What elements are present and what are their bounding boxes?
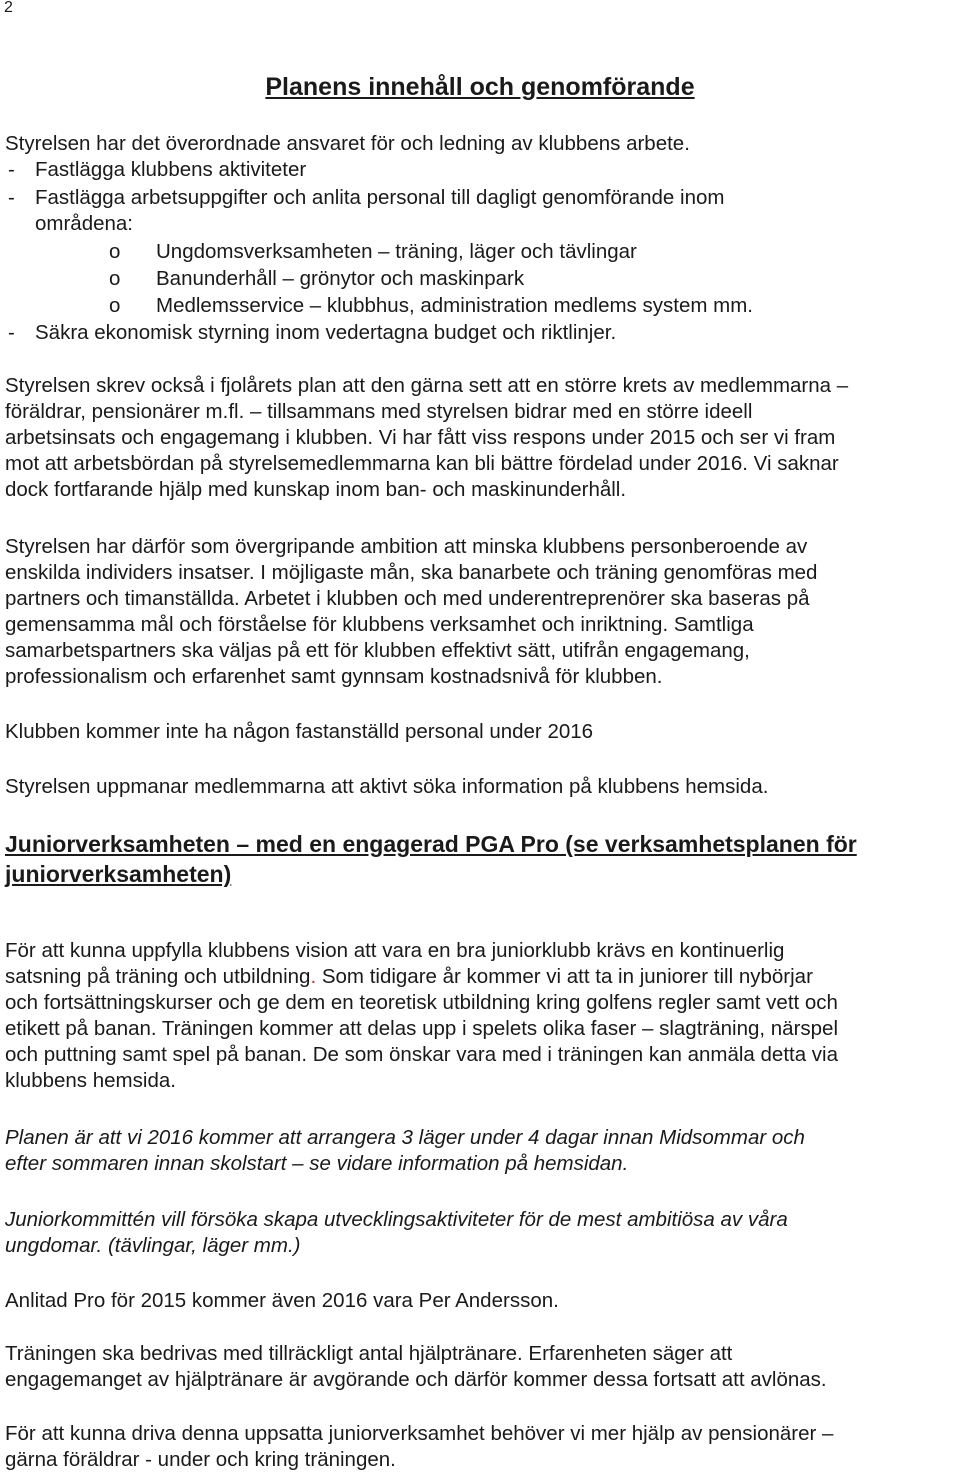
text-line: gemensamma mål och förståelse för klubbens verksamhet och inriktning. Samtliga: [5, 613, 754, 636]
text-line: Styrelsen har därför som övergripande ambition att minska klubbens personberoende av: [5, 535, 808, 558]
text-segment: satsning på träning och utbildning: [5, 965, 311, 988]
bullet-marker: o: [109, 240, 121, 263]
text-line: För att kunna driva denna uppsatta juniorverksamhet behöver vi mer hjälp av pensionärer –: [5, 1422, 834, 1445]
text-line: Planen är att vi 2016 kommer att arrangera 3 läger under 4 dagar innan Midsommar och: [5, 1126, 805, 1149]
list-item-text: Fastlägga arbetsuppgifter och anlita personal till dagligt genomförande inom: [35, 186, 725, 209]
bullet-marker: o: [109, 267, 121, 290]
sub-list-item-text: Medlemsservice – klubbhus, administration medlems system mm.: [156, 294, 753, 317]
text-line: [5, 964, 955, 990]
section-heading-junior: [5, 829, 955, 889]
page-title: Planens innehåll och genomförande: [265, 73, 695, 101]
sub-list-item-text: Ungdomsverksamheten – träning, läger och tävlingar: [156, 240, 637, 263]
list-item-text: Säkra ekonomisk styrning inom vedertagna budget och riktlinjer.: [35, 321, 617, 344]
text-line: engagemanget av hjälptränare är avgörande och därför kommer dessa fortsatt att avlönas.: [5, 1368, 827, 1391]
paragraph-assistants: [5, 1341, 955, 1393]
paragraph-ambition: [5, 534, 955, 690]
text-line: partners och timanställda. Arbetet i klubben och med underentreprenörer ska baseras på: [5, 587, 810, 610]
paragraph-pro: Anlitad Pro för 2015 kommer även 2016 vara Per Andersson.: [5, 1289, 559, 1312]
paragraph-camps: [5, 1125, 955, 1177]
text-segment: Som tidigare år kommer vi att ta in juniorer till nybörjar: [316, 965, 813, 988]
text-line: arbetsinsats och engagemang i klubben. Vi har fått viss respons under 2015 och ser vi fram: [5, 426, 836, 449]
text-line: klubbens hemsida.: [5, 1069, 176, 1092]
text-line: mot att arbetsbördan på styrelsemedlemmarna kan bli bättre fördelad under 2016. Vi saknar: [5, 452, 839, 475]
bullet-marker: o: [109, 294, 121, 317]
dash-marker: -: [8, 186, 15, 209]
text-line: För att kunna uppfylla klubbens vision att vara en bra juniorklubb krävs en kontinuerlig: [5, 939, 785, 962]
text-line: gärna föräldrar - under och kring träningen.: [5, 1448, 396, 1471]
list-item-text: områdena:: [35, 212, 134, 235]
text-line: föräldrar, pensionärer m.fl. – tillsammans med styrelsen bidrar med en större ideell: [5, 400, 753, 423]
text-line: dock fortfarande hjälp med kunskap inom ban- och maskinunderhåll.: [5, 478, 627, 501]
text-line: etikett på banan. Träningen kommer att delas upp i spelets olika faser – slagträning, närspel: [5, 1017, 839, 1040]
text-line: ungdomar. (tävlingar, läger mm.): [5, 1234, 301, 1257]
text-line: Juniorkommittén vill försöka skapa utvecklingsaktiviteter för de mest ambitiösa av våra: [5, 1208, 788, 1231]
text-line: samarbetspartners ska väljas på ett för klubben effektivt sätt, utifrån engagemang,: [5, 639, 750, 662]
sub-list-item-text: Banunderhåll – grönytor och maskinpark: [156, 267, 525, 290]
paragraph-staff: Klubben kommer inte ha någon fastanställd personal under 2016: [5, 720, 594, 743]
page-number: 2: [4, 0, 13, 16]
paragraph-junior-training: [5, 938, 955, 1094]
list-item-text: Fastlägga klubbens aktiviteter: [35, 158, 307, 181]
text-line: professionalism och erfarenhet samt gynnsam kostnadsnivå för klubben.: [5, 665, 663, 688]
intro-paragraph: Styrelsen har det överordnade ansvaret för och ledning av klubbens arbete.: [5, 132, 690, 155]
paragraph-committee: [5, 1207, 955, 1259]
paragraph-members-help: [5, 373, 955, 503]
heading-line: Juniorverksamheten – med en engagerad PGA Pro (se verksamhetsplanen för: [5, 831, 857, 857]
heading-line: juniorverksamheten): [5, 861, 232, 887]
text-line: och puttning samt spel på banan. De som önskar vara med i träningen kan anmäla detta via: [5, 1043, 839, 1066]
text-line: Styrelsen skrev också i fjolårets plan att den gärna sett att en större krets av medlemmarna –: [5, 374, 849, 397]
text-line: enskilda individers insatser. I möjligaste mån, ska banarbete och träning genomföras med: [5, 561, 818, 584]
highlighted-period: .: [310, 965, 317, 988]
dash-marker: -: [8, 321, 15, 344]
text-line: och fortsättningskurser och ge dem en teoretisk utbildning kring golfens regler samt vett och: [5, 991, 838, 1014]
paragraph-help-needed: [5, 1421, 955, 1473]
dash-marker: -: [8, 158, 15, 181]
paragraph-website: Styrelsen uppmanar medlemmarna att aktivt söka information på klubbens hemsida.: [5, 775, 769, 798]
text-line: Träningen ska bedrivas med tillräckligt antal hjälptränare. Erfarenheten säger att: [5, 1342, 733, 1365]
text-line: efter sommaren innan skolstart – se vidare information på hemsidan.: [5, 1152, 629, 1175]
